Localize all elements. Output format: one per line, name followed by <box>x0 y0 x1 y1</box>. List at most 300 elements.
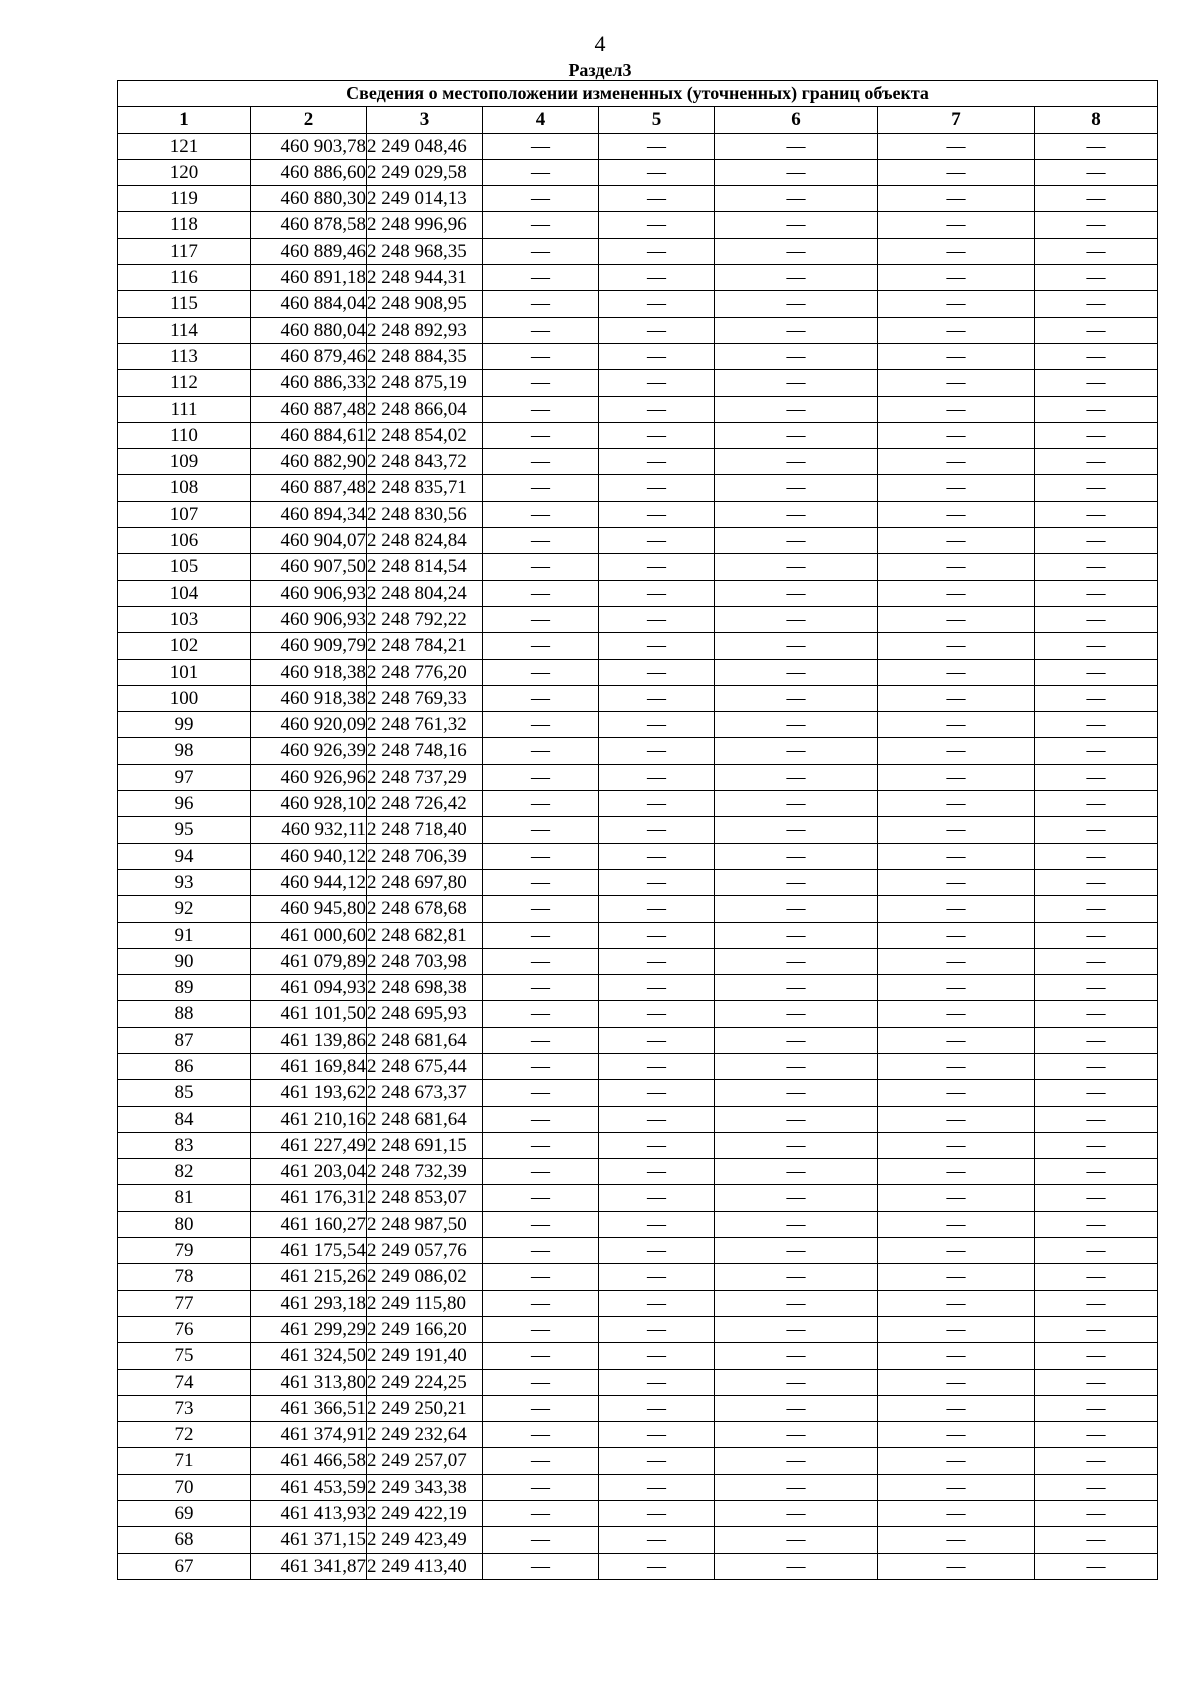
table-row <box>118 1316 1158 1342</box>
empty-dash-cell: — <box>1035 1132 1158 1158</box>
x-coordinate-cell: 460 906,93 <box>251 606 367 632</box>
empty-dash-cell: — <box>599 449 715 475</box>
empty-dash-cell: — <box>878 396 1035 422</box>
y-coordinate-cell: 2 248 784,21 <box>367 633 483 659</box>
empty-dash-cell: — <box>1035 1053 1158 1079</box>
empty-dash-cell: — <box>715 1106 878 1132</box>
empty-dash-cell: — <box>715 685 878 711</box>
empty-dash-cell: — <box>878 948 1035 974</box>
x-coordinate-cell: 461 139,86 <box>251 1027 367 1053</box>
point-number-cell: 120 <box>118 159 251 185</box>
empty-dash-cell: — <box>878 1027 1035 1053</box>
y-coordinate-cell: 2 248 968,35 <box>367 238 483 264</box>
empty-dash-cell: — <box>599 1159 715 1185</box>
table-row <box>118 212 1158 238</box>
x-coordinate-cell: 461 203,04 <box>251 1159 367 1185</box>
empty-dash-cell: — <box>599 633 715 659</box>
page-number: 4 <box>594 31 606 56</box>
point-number-cell: 106 <box>118 528 251 554</box>
table-row <box>118 606 1158 632</box>
empty-dash-cell: — <box>715 1159 878 1185</box>
y-coordinate-cell: 2 249 166,20 <box>367 1316 483 1342</box>
empty-dash-cell: — <box>1035 370 1158 396</box>
x-coordinate-cell: 460 906,93 <box>251 580 367 606</box>
point-number-cell: 105 <box>118 554 251 580</box>
empty-dash-cell: — <box>878 554 1035 580</box>
empty-dash-cell: — <box>483 975 599 1001</box>
empty-dash-cell: — <box>715 606 878 632</box>
empty-dash-cell: — <box>878 449 1035 475</box>
point-number-cell: 118 <box>118 212 251 238</box>
table-row <box>118 343 1158 369</box>
x-coordinate-cell: 461 413,93 <box>251 1501 367 1527</box>
table-row <box>118 370 1158 396</box>
table-row <box>118 396 1158 422</box>
x-coordinate-cell: 461 324,50 <box>251 1343 367 1369</box>
empty-dash-cell: — <box>599 685 715 711</box>
point-number-cell: 119 <box>118 186 251 212</box>
y-coordinate-cell: 2 248 675,44 <box>367 1053 483 1079</box>
table-caption-row <box>118 81 1158 107</box>
empty-dash-cell: — <box>715 1053 878 1079</box>
empty-dash-cell: — <box>599 843 715 869</box>
empty-dash-cell: — <box>878 1185 1035 1211</box>
table-row <box>118 843 1158 869</box>
x-coordinate-cell: 461 366,51 <box>251 1395 367 1421</box>
empty-dash-cell: — <box>878 1106 1035 1132</box>
table-row <box>118 975 1158 1001</box>
empty-dash-cell: — <box>1035 896 1158 922</box>
y-coordinate-cell: 2 248 706,39 <box>367 843 483 869</box>
empty-dash-cell: — <box>878 212 1035 238</box>
empty-dash-cell: — <box>715 817 878 843</box>
empty-dash-cell: — <box>599 1343 715 1369</box>
empty-dash-cell: — <box>1035 1080 1158 1106</box>
empty-dash-cell: — <box>715 896 878 922</box>
table-row <box>118 1132 1158 1158</box>
x-coordinate-cell: 460 879,46 <box>251 343 367 369</box>
empty-dash-cell: — <box>483 554 599 580</box>
point-number-cell: 77 <box>118 1290 251 1316</box>
empty-dash-cell: — <box>878 869 1035 895</box>
x-coordinate-cell: 461 176,31 <box>251 1185 367 1211</box>
empty-dash-cell: — <box>483 1553 599 1579</box>
y-coordinate-cell: 2 248 726,42 <box>367 791 483 817</box>
point-number-cell: 103 <box>118 606 251 632</box>
table-row <box>118 764 1158 790</box>
empty-dash-cell: — <box>715 554 878 580</box>
x-coordinate-cell: 461 175,54 <box>251 1238 367 1264</box>
empty-dash-cell: — <box>483 633 599 659</box>
empty-dash-cell: — <box>715 528 878 554</box>
table-row <box>118 159 1158 185</box>
y-coordinate-cell: 2 248 697,80 <box>367 869 483 895</box>
point-number-cell: 113 <box>118 343 251 369</box>
empty-dash-cell: — <box>599 554 715 580</box>
empty-dash-cell: — <box>599 1211 715 1237</box>
empty-dash-cell: — <box>715 133 878 159</box>
empty-dash-cell: — <box>483 1106 599 1132</box>
table-row <box>118 1238 1158 1264</box>
column-header: 1 <box>118 107 251 133</box>
x-coordinate-cell: 460 909,79 <box>251 633 367 659</box>
empty-dash-cell: — <box>715 1238 878 1264</box>
empty-dash-cell: — <box>599 396 715 422</box>
point-number-cell: 111 <box>118 396 251 422</box>
empty-dash-cell: — <box>1035 396 1158 422</box>
empty-dash-cell: — <box>1035 1316 1158 1342</box>
y-coordinate-cell: 2 248 804,24 <box>367 580 483 606</box>
empty-dash-cell: — <box>599 1080 715 1106</box>
empty-dash-cell: — <box>715 1316 878 1342</box>
empty-dash-cell: — <box>1035 817 1158 843</box>
empty-dash-cell: — <box>1035 791 1158 817</box>
empty-dash-cell: — <box>1035 159 1158 185</box>
table-row <box>118 1027 1158 1053</box>
empty-dash-cell: — <box>715 1211 878 1237</box>
table-row <box>118 1369 1158 1395</box>
empty-dash-cell: — <box>483 580 599 606</box>
empty-dash-cell: — <box>715 396 878 422</box>
empty-dash-cell: — <box>599 1027 715 1053</box>
empty-dash-cell: — <box>715 422 878 448</box>
x-coordinate-cell: 460 907,50 <box>251 554 367 580</box>
empty-dash-cell: — <box>1035 1395 1158 1421</box>
table-row <box>118 528 1158 554</box>
table-row <box>118 186 1158 212</box>
point-number-cell: 75 <box>118 1343 251 1369</box>
point-number-cell: 80 <box>118 1211 251 1237</box>
y-coordinate-cell: 2 249 029,58 <box>367 159 483 185</box>
empty-dash-cell: — <box>483 791 599 817</box>
y-coordinate-cell: 2 249 224,25 <box>367 1369 483 1395</box>
empty-dash-cell: — <box>878 1369 1035 1395</box>
empty-dash-cell: — <box>599 896 715 922</box>
empty-dash-cell: — <box>1035 580 1158 606</box>
empty-dash-cell: — <box>599 1290 715 1316</box>
empty-dash-cell: — <box>878 1211 1035 1237</box>
empty-dash-cell: — <box>599 1369 715 1395</box>
point-number-cell: 107 <box>118 501 251 527</box>
point-number-cell: 79 <box>118 1238 251 1264</box>
empty-dash-cell: — <box>1035 422 1158 448</box>
empty-dash-cell: — <box>599 1474 715 1500</box>
y-coordinate-cell: 2 248 854,02 <box>367 422 483 448</box>
table-row <box>118 685 1158 711</box>
empty-dash-cell: — <box>878 712 1035 738</box>
x-coordinate-cell: 461 313,80 <box>251 1369 367 1395</box>
x-coordinate-cell: 461 293,18 <box>251 1290 367 1316</box>
x-coordinate-cell: 460 884,61 <box>251 422 367 448</box>
table-row <box>118 1553 1158 1579</box>
point-number-cell: 87 <box>118 1027 251 1053</box>
empty-dash-cell: — <box>483 396 599 422</box>
empty-dash-cell: — <box>878 317 1035 343</box>
empty-dash-cell: — <box>715 1132 878 1158</box>
empty-dash-cell: — <box>715 1001 878 1027</box>
empty-dash-cell: — <box>878 1527 1035 1553</box>
empty-dash-cell: — <box>878 1422 1035 1448</box>
point-number-cell: 112 <box>118 370 251 396</box>
empty-dash-cell: — <box>483 475 599 501</box>
empty-dash-cell: — <box>715 869 878 895</box>
empty-dash-cell: — <box>599 712 715 738</box>
empty-dash-cell: — <box>1035 1159 1158 1185</box>
table-row <box>118 1422 1158 1448</box>
empty-dash-cell: — <box>599 869 715 895</box>
empty-dash-cell: — <box>599 317 715 343</box>
empty-dash-cell: — <box>483 1132 599 1158</box>
table-row <box>118 738 1158 764</box>
table-row <box>118 948 1158 974</box>
empty-dash-cell: — <box>715 475 878 501</box>
empty-dash-cell: — <box>483 528 599 554</box>
empty-dash-cell: — <box>599 948 715 974</box>
empty-dash-cell: — <box>878 133 1035 159</box>
empty-dash-cell: — <box>599 1053 715 1079</box>
empty-dash-cell: — <box>878 1474 1035 1500</box>
table-row <box>118 133 1158 159</box>
empty-dash-cell: — <box>483 948 599 974</box>
table-row <box>118 1474 1158 1500</box>
point-number-cell: 73 <box>118 1395 251 1421</box>
point-number-cell: 68 <box>118 1527 251 1553</box>
x-coordinate-cell: 461 227,49 <box>251 1132 367 1158</box>
point-number-cell: 88 <box>118 1001 251 1027</box>
empty-dash-cell: — <box>599 975 715 1001</box>
y-coordinate-cell: 2 248 987,50 <box>367 1211 483 1237</box>
empty-dash-cell: — <box>715 449 878 475</box>
empty-dash-cell: — <box>1035 1527 1158 1553</box>
y-coordinate-cell: 2 249 232,64 <box>367 1422 483 1448</box>
empty-dash-cell: — <box>483 1316 599 1342</box>
empty-dash-cell: — <box>483 265 599 291</box>
empty-dash-cell: — <box>715 1553 878 1579</box>
table-row <box>118 1001 1158 1027</box>
empty-dash-cell: — <box>715 580 878 606</box>
empty-dash-cell: — <box>483 212 599 238</box>
y-coordinate-cell: 2 248 748,16 <box>367 738 483 764</box>
table-row <box>118 1080 1158 1106</box>
empty-dash-cell: — <box>715 317 878 343</box>
table-row <box>118 291 1158 317</box>
y-coordinate-cell: 2 249 014,13 <box>367 186 483 212</box>
y-coordinate-cell: 2 248 718,40 <box>367 817 483 843</box>
point-number-cell: 90 <box>118 948 251 974</box>
empty-dash-cell: — <box>1035 1343 1158 1369</box>
empty-dash-cell: — <box>878 238 1035 264</box>
empty-dash-cell: — <box>483 659 599 685</box>
point-number-cell: 91 <box>118 922 251 948</box>
empty-dash-cell: — <box>483 1395 599 1421</box>
empty-dash-cell: — <box>1035 343 1158 369</box>
empty-dash-cell: — <box>1035 764 1158 790</box>
point-number-cell: 83 <box>118 1132 251 1158</box>
empty-dash-cell: — <box>1035 265 1158 291</box>
y-coordinate-cell: 2 249 257,07 <box>367 1448 483 1474</box>
empty-dash-cell: — <box>878 370 1035 396</box>
empty-dash-cell: — <box>878 1053 1035 1079</box>
y-coordinate-cell: 2 248 737,29 <box>367 764 483 790</box>
x-coordinate-cell: 461 371,15 <box>251 1527 367 1553</box>
empty-dash-cell: — <box>715 738 878 764</box>
y-coordinate-cell: 2 248 703,98 <box>367 948 483 974</box>
table-row <box>118 659 1158 685</box>
empty-dash-cell: — <box>715 1448 878 1474</box>
x-coordinate-cell: 460 878,58 <box>251 212 367 238</box>
table-row <box>118 238 1158 264</box>
table-row <box>118 422 1158 448</box>
table-row <box>118 922 1158 948</box>
table-row <box>118 1343 1158 1369</box>
x-coordinate-cell: 460 918,38 <box>251 659 367 685</box>
empty-dash-cell: — <box>715 1501 878 1527</box>
empty-dash-cell: — <box>1035 738 1158 764</box>
empty-dash-cell: — <box>599 501 715 527</box>
y-coordinate-cell: 2 248 996,96 <box>367 212 483 238</box>
empty-dash-cell: — <box>715 1027 878 1053</box>
empty-dash-cell: — <box>599 265 715 291</box>
empty-dash-cell: — <box>1035 1501 1158 1527</box>
empty-dash-cell: — <box>599 1501 715 1527</box>
empty-dash-cell: — <box>483 1501 599 1527</box>
column-header: 5 <box>599 107 715 133</box>
empty-dash-cell: — <box>483 422 599 448</box>
empty-dash-cell: — <box>599 791 715 817</box>
empty-dash-cell: — <box>599 1422 715 1448</box>
empty-dash-cell: — <box>878 186 1035 212</box>
empty-dash-cell: — <box>878 422 1035 448</box>
point-number-cell: 121 <box>118 133 251 159</box>
y-coordinate-cell: 2 248 732,39 <box>367 1159 483 1185</box>
empty-dash-cell: — <box>878 1001 1035 1027</box>
empty-dash-cell: — <box>1035 948 1158 974</box>
x-coordinate-cell: 461 101,50 <box>251 1001 367 1027</box>
empty-dash-cell: — <box>1035 1211 1158 1237</box>
x-coordinate-cell: 460 926,39 <box>251 738 367 764</box>
point-number-cell: 74 <box>118 1369 251 1395</box>
x-coordinate-cell: 461 160,27 <box>251 1211 367 1237</box>
empty-dash-cell: — <box>1035 1369 1158 1395</box>
empty-dash-cell: — <box>878 817 1035 843</box>
point-number-cell: 94 <box>118 843 251 869</box>
empty-dash-cell: — <box>878 1290 1035 1316</box>
empty-dash-cell: — <box>483 606 599 632</box>
empty-dash-cell: — <box>599 186 715 212</box>
x-coordinate-cell: 460 918,38 <box>251 685 367 711</box>
x-coordinate-cell: 460 945,80 <box>251 896 367 922</box>
empty-dash-cell: — <box>878 1448 1035 1474</box>
y-coordinate-cell: 2 248 678,68 <box>367 896 483 922</box>
empty-dash-cell: — <box>599 1527 715 1553</box>
x-coordinate-cell: 461 215,26 <box>251 1264 367 1290</box>
x-coordinate-cell: 461 193,62 <box>251 1080 367 1106</box>
y-coordinate-cell: 2 248 875,19 <box>367 370 483 396</box>
empty-dash-cell: — <box>599 764 715 790</box>
empty-dash-cell: — <box>1035 1185 1158 1211</box>
empty-dash-cell: — <box>599 922 715 948</box>
point-number-cell: 86 <box>118 1053 251 1079</box>
y-coordinate-cell: 2 249 115,80 <box>367 1290 483 1316</box>
point-number-cell: 96 <box>118 791 251 817</box>
point-number-cell: 117 <box>118 238 251 264</box>
y-coordinate-cell: 2 248 835,71 <box>367 475 483 501</box>
table-row <box>118 554 1158 580</box>
point-number-cell: 95 <box>118 817 251 843</box>
empty-dash-cell: — <box>483 1185 599 1211</box>
x-coordinate-cell: 460 886,33 <box>251 370 367 396</box>
empty-dash-cell: — <box>483 317 599 343</box>
empty-dash-cell: — <box>483 1474 599 1500</box>
point-number-cell: 115 <box>118 291 251 317</box>
point-number-cell: 114 <box>118 317 251 343</box>
empty-dash-cell: — <box>599 606 715 632</box>
empty-dash-cell: — <box>715 159 878 185</box>
empty-dash-cell: — <box>715 1527 878 1553</box>
empty-dash-cell: — <box>599 1264 715 1290</box>
empty-dash-cell: — <box>599 159 715 185</box>
y-coordinate-cell: 2 249 422,19 <box>367 1501 483 1527</box>
y-coordinate-cell: 2 248 892,93 <box>367 317 483 343</box>
empty-dash-cell: — <box>1035 975 1158 1001</box>
point-number-cell: 98 <box>118 738 251 764</box>
empty-dash-cell: — <box>1035 1474 1158 1500</box>
empty-dash-cell: — <box>1035 1106 1158 1132</box>
empty-dash-cell: — <box>1035 1001 1158 1027</box>
y-coordinate-cell: 2 248 695,93 <box>367 1001 483 1027</box>
empty-dash-cell: — <box>599 133 715 159</box>
x-coordinate-cell: 461 169,84 <box>251 1053 367 1079</box>
empty-dash-cell: — <box>715 1343 878 1369</box>
empty-dash-cell: — <box>878 291 1035 317</box>
x-coordinate-cell: 461 210,16 <box>251 1106 367 1132</box>
point-number-cell: 101 <box>118 659 251 685</box>
y-coordinate-cell: 2 249 057,76 <box>367 1238 483 1264</box>
y-coordinate-cell: 2 248 698,38 <box>367 975 483 1001</box>
table-row <box>118 1501 1158 1527</box>
empty-dash-cell: — <box>715 1290 878 1316</box>
empty-dash-cell: — <box>483 343 599 369</box>
x-coordinate-cell: 460 944,12 <box>251 869 367 895</box>
column-header: 4 <box>483 107 599 133</box>
x-coordinate-cell: 460 880,30 <box>251 186 367 212</box>
empty-dash-cell: — <box>878 1238 1035 1264</box>
empty-dash-cell: — <box>715 212 878 238</box>
table-row <box>118 580 1158 606</box>
empty-dash-cell: — <box>483 843 599 869</box>
empty-dash-cell: — <box>483 922 599 948</box>
empty-dash-cell: — <box>878 764 1035 790</box>
empty-dash-cell: — <box>483 1369 599 1395</box>
empty-dash-cell: — <box>483 133 599 159</box>
empty-dash-cell: — <box>599 1001 715 1027</box>
empty-dash-cell: — <box>599 1185 715 1211</box>
empty-dash-cell: — <box>483 370 599 396</box>
empty-dash-cell: — <box>483 1238 599 1264</box>
y-coordinate-cell: 2 249 423,49 <box>367 1527 483 1553</box>
y-coordinate-cell: 2 248 761,32 <box>367 712 483 738</box>
empty-dash-cell: — <box>878 580 1035 606</box>
point-number-cell: 84 <box>118 1106 251 1132</box>
table-row <box>118 475 1158 501</box>
empty-dash-cell: — <box>483 1422 599 1448</box>
empty-dash-cell: — <box>483 1448 599 1474</box>
point-number-cell: 108 <box>118 475 251 501</box>
table-row <box>118 791 1158 817</box>
x-coordinate-cell: 461 079,89 <box>251 948 367 974</box>
x-coordinate-cell: 461 299,29 <box>251 1316 367 1342</box>
point-number-cell: 99 <box>118 712 251 738</box>
